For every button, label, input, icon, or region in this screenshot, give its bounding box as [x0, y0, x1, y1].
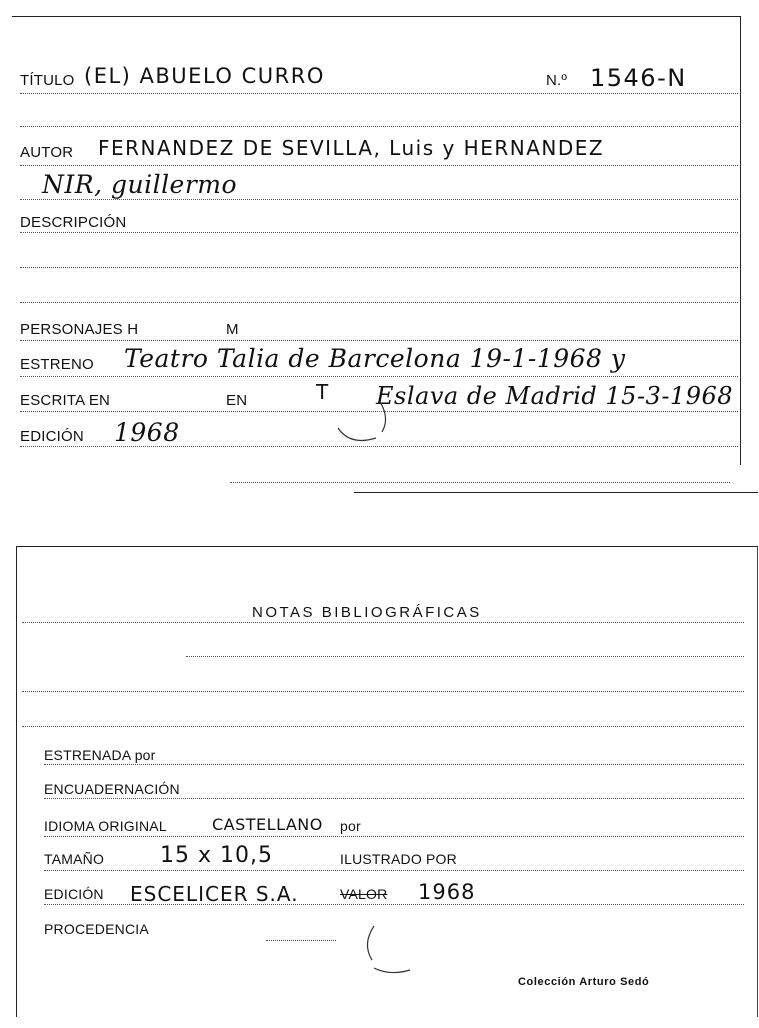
encuadernacion-label: ENCUADERNACIÓN: [44, 781, 180, 797]
partial-stamp-top: [328, 398, 398, 448]
descripcion-rule-3: [20, 302, 738, 303]
edicion-value-top: 1968: [114, 418, 180, 447]
titulo-rule: [20, 93, 738, 94]
autor-label: AUTOR: [20, 144, 74, 161]
escrita-en-value: T: [316, 380, 330, 404]
idioma-rule: [44, 836, 744, 837]
procedencia-label: PROCEDENCIA: [44, 921, 149, 937]
idioma-value: CASTELLANO: [212, 815, 323, 834]
estrenada-label: ESTRENADA por: [44, 747, 156, 763]
edicion-rule-bottom: [44, 904, 744, 905]
descripcion-rule-1: [20, 232, 738, 233]
edicion-label-bottom: EDICIÓN: [44, 886, 104, 902]
numero-value: 1546-N: [590, 64, 687, 92]
personajes-rule: [20, 340, 738, 341]
notas-rule-3: [22, 691, 744, 692]
ilustrado-label: ILUSTRADO POR: [340, 851, 457, 867]
descripcion-rule-2: [20, 267, 738, 268]
blank-rule-1: [20, 126, 738, 127]
tamano-rule: [44, 870, 744, 871]
edicion-value-bottom: ESCELICER S.A.: [130, 882, 299, 906]
valor-label: VALOR: [340, 886, 388, 902]
valor-value: 1968: [418, 880, 476, 904]
escrita-label: ESCRITA EN: [20, 392, 111, 409]
notas-rule-1: [22, 622, 744, 623]
numero-label: N.º: [546, 72, 568, 89]
personajes-m-label: M: [226, 321, 239, 338]
idioma-por-label: por: [340, 818, 361, 834]
estreno-label: ESTRENO: [20, 356, 94, 373]
estreno-rule: [20, 376, 738, 377]
autor-value-line1: FERNANDEZ DE SEVILLA, Luis y HERNANDEZ: [98, 136, 605, 160]
titulo-value: (EL) ABUELO CURRO: [84, 64, 325, 88]
personajes-label: PERSONAJES H: [20, 321, 139, 338]
collection-footer: Colección Arturo Sedó: [518, 976, 650, 988]
procedencia-rule: [266, 940, 336, 941]
idioma-label: IDIOMA ORIGINAL: [44, 818, 167, 834]
autor-rule-2: [20, 199, 738, 200]
top-card-bottom-edge: [354, 492, 758, 493]
tamano-label: TAMAÑO: [44, 851, 105, 867]
titulo-label: TÍTULO: [20, 72, 75, 89]
en-value: Eslava de Madrid 15-3-1968: [376, 382, 734, 410]
autor-value-line2: NIR, guillermo: [42, 170, 238, 199]
tamano-value: 15 x 10,5: [160, 843, 273, 868]
en-label: EN: [226, 392, 248, 409]
descripcion-label: DESCRIPCIÓN: [20, 214, 127, 231]
notas-heading: NOTAS BIBLIOGRÁFICAS: [252, 604, 482, 621]
notas-rule-2: [186, 656, 744, 657]
estreno-value: Teatro Talia de Barcelona 19-1-1968 y: [124, 344, 626, 373]
encuadernacion-rule: [44, 798, 744, 799]
edicion-label-top: EDICIÓN: [20, 428, 84, 445]
estrenada-rule: [44, 764, 744, 765]
partial-stamp-bottom: [360, 918, 420, 978]
notas-rule-4: [22, 726, 744, 727]
autor-rule-1: [20, 165, 738, 166]
top-dotted-bottom-rule: [230, 482, 730, 483]
